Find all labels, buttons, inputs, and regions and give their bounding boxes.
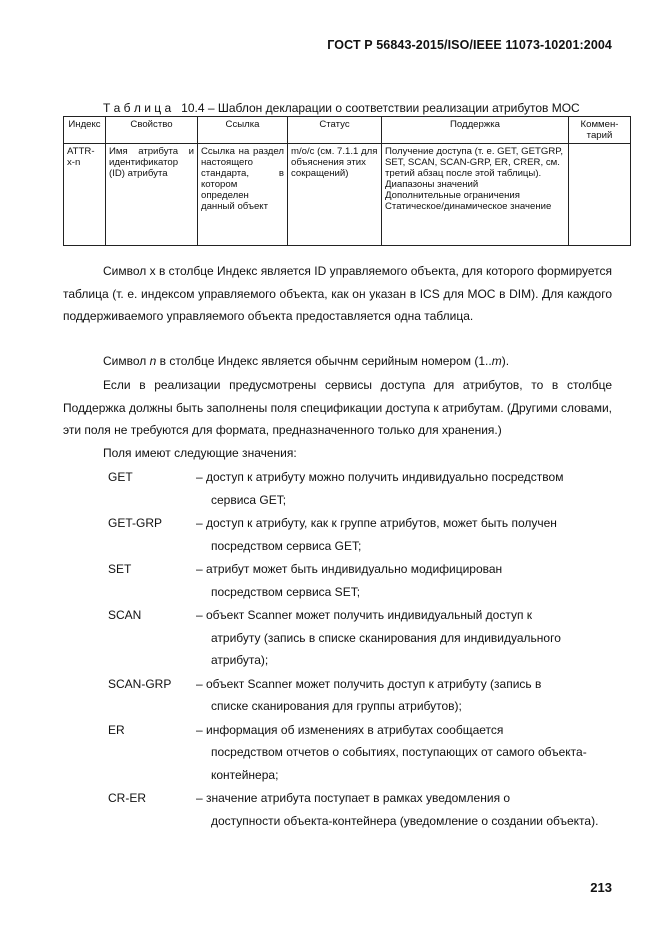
support-line: Диапазоны значений [385, 179, 479, 190]
header-support: Поддержка [382, 117, 569, 144]
definition-text: – объект Scanner может получить индивидуальный доступ к атрибуту (запись в списке сканирования для индивидуального атрибута); [196, 608, 561, 667]
definition-term: CR-ER [108, 791, 146, 805]
definition-term: ER [108, 722, 125, 737]
cell-status: m/o/c (см. 7.1.1 для объяснения этих сокращений) [288, 144, 382, 246]
header-reference: Ссылка [198, 117, 288, 144]
definition-term: SET [108, 562, 132, 576]
definition-text: – доступ к атрибуту можно получить индивидуально посредством сервиса GET; [196, 470, 564, 507]
paragraph-4: Поля имеют следующие значения: [103, 446, 297, 460]
support-line: Статическое/динамическое значение [385, 201, 552, 212]
cell-comment [569, 144, 631, 246]
table-row [64, 144, 631, 246]
definition-text: – атрибут может быть индивидуально модифицирован посредством сервиса SET; [196, 562, 503, 599]
cell-index: ATTR-x-n [64, 144, 106, 246]
paragraph-2: Символ n в столбце Индекс является обычнм серийным номером (1..m). [103, 354, 510, 368]
table-header-row [64, 117, 631, 144]
paragraph-3: Если в реализации предусмотрены сервисы доступа для атрибутов, то в столбце Поддержка должны быть заполнены поля спецификации доступа к атрибутам. (Другими словами, эти поля не требуются для формата, предназначенного только для хранения.) [63, 378, 612, 437]
definition-term: SCAN [108, 608, 142, 622]
definition-text: – доступ к атрибуту, как к группе атрибутов, может быть получен посредством сервиса GET; [196, 516, 557, 553]
definition-item [108, 787, 606, 832]
caption-label: Т а б л и ц а [103, 101, 172, 115]
definition-text: – объект Scanner может получить доступ к атрибуту (запись в списке сканирования для группы атрибутов); [196, 676, 542, 713]
cell-property: Имя атрибута и идентификатор (ID) атрибута [106, 144, 198, 246]
cell-support [382, 144, 569, 246]
definition-text: – информация об изменениях в атрибутах сообщается посредством отчетов о событиях, поступающих от самого объекта-контейнера; [196, 722, 587, 782]
cell-reference: Ссылка на раздел настоящего стандарта, в котором определен данный объект [198, 144, 288, 246]
definition-list [108, 466, 606, 833]
caption-number: 10.4 [181, 101, 205, 115]
header-status: Статус [288, 117, 382, 144]
definition-term: GET [108, 470, 133, 484]
caption-text: – Шаблон декларации о соответствии реализации атрибутов МОС [207, 101, 580, 115]
definition-item [108, 719, 606, 787]
support-line: Дополнительные ограничения [385, 190, 520, 201]
header-index: Индекс [64, 117, 106, 144]
header-property: Свойство [106, 117, 198, 144]
definition-text: – значение атрибута поступает в рамках уведомления о доступности объекта-контейнера (уведомление о создании объекта). [196, 791, 599, 828]
definition-term: GET-GRP [108, 516, 163, 530]
definition-item [108, 558, 606, 603]
definition-item [108, 673, 606, 718]
definition-item [108, 604, 606, 672]
definition-item [108, 466, 606, 511]
header-comment: Коммен-тарий [569, 117, 631, 144]
support-line: Получение доступа (т. е. GET, GETGRP, SET, SCAN, SCAN-GRP, ER, CRER, см. третий абзац после этой таблицы). [385, 146, 564, 179]
page-number: 213 [590, 880, 612, 895]
document-header: ГОСТ Р 56843-2015/ISO/IEEE 11073-10201:2004 [327, 38, 612, 52]
definition-term: SCAN-GRP [108, 676, 172, 691]
declaration-table [63, 116, 631, 246]
paragraph-1: Символ x в столбце Индекс является ID управляемого объекта, для которого формируется таблица (т. е. индексом управляемого объекта, как он указан в ICS для МОС в DIM). Для каждого поддерживаемого управляемого объекта предоставляется одна таблица. [63, 264, 613, 323]
definition-item [108, 512, 606, 557]
